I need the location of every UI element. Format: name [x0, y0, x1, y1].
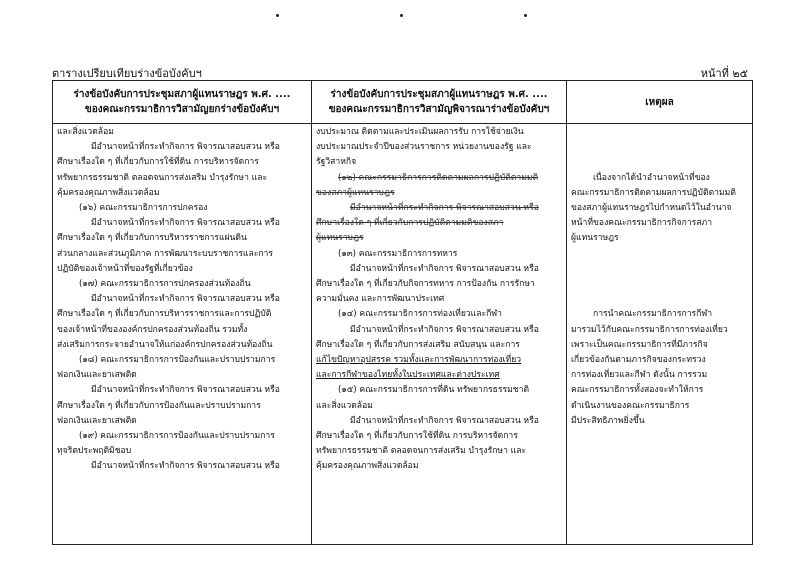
deleted-text-line: ศึกษาเรื่องใด ๆ ที่เกี่ยวกับการปฏิบัติตามมติของสภา [316, 218, 504, 229]
text-line: (๑๙) คณะกรรมาธิการการป้องกันและปราบปรามการ [79, 431, 275, 442]
reason-line: เนื่องจากได้นำอำนาจหน้าที่ของ [593, 172, 710, 183]
reason-line: การนำคณะกรรมาธิการการกีฬา [593, 309, 713, 320]
text-line: (๑๖) คณะกรรมาธิการการปกครอง [79, 203, 208, 214]
col1-cell [53, 124, 312, 545]
text-line: (๑๘) คณะกรรมาธิการการป้องกันและปราบปรามการ [79, 355, 276, 366]
reason-line: เพราะเป็นคณะกรรมาธิการที่มีภารกิจ [571, 339, 708, 350]
text-line: ฟอกเงินและยาเสพติด [57, 415, 137, 426]
text-line: ส่งเสริมการกระจายอำนาจให้แก่องค์กรปกครองส่วนท้องถิ่น [57, 339, 273, 350]
reason-line: การท่องเที่ยวและกีฬา ดังนั้น การรวม [571, 370, 708, 381]
document-title: ตารางเปรียบเทียบร่างข้อบังคับฯ [52, 67, 202, 80]
deleted-text-line: (๑๒) คณะกรรมาธิการการติดตามผลการปฏิบัติตามมติ [338, 172, 539, 183]
col3-cell [567, 124, 753, 545]
text-line: งบประมาณประจำปีของส่วนราชการ หน่วยงานของรัฐ และ [316, 142, 532, 153]
reason-line: ผู้แทนราษฎร [571, 233, 619, 244]
amended-text-line: (๑๔) คณะกรรมาธิการการท่องเที่ยวและกีฬา [338, 309, 503, 320]
deleted-text-line: มีอำนาจหน้าที่กระทำกิจการ พิจารณาสอบสวน หรือ [350, 203, 539, 214]
page-mark-dot [276, 14, 279, 17]
col2-header-line: ร่างข้อบังคับการประชุมสภาผู้แทนราษฎร พ.ศ. .... [330, 89, 548, 100]
reason-line: คณะกรรมาธิการติดตามผลการปฏิบัติตามมติ [571, 187, 736, 198]
text-line: ศึกษาเรื่องใด ๆ ที่เกี่ยวกับการบริหารราชการแผ่นดิน [57, 233, 247, 244]
reason-line: หน้าที่ของคณะกรรมาธิการกิจการสภา [571, 218, 713, 229]
page-number: หน้าที่ ๒๕ [700, 67, 748, 80]
text-line: ของเจ้าหน้าที่ขององค์กรปกครองส่วนท้องถิ่น รวมทั้ง [57, 324, 248, 335]
reason-line: มารวมไว้กับคณะกรรมาธิการการท่องเที่ยว [571, 324, 728, 335]
text-line: ทุจริตประพฤติมิชอบ [57, 446, 132, 457]
text-line: มีอำนาจหน้าที่กระทำกิจการ พิจารณาสอบสวน หรือ [350, 324, 539, 335]
text-line: ศึกษาเรื่องใด ๆ ที่เกี่ยวกับการใช้ที่ดิน การบริหารจัดการ [316, 431, 518, 442]
table-header-row [53, 81, 753, 124]
col3-header: เหตุผล [567, 81, 753, 124]
col2-header-line: ของคณะกรรมาธิการวิสามัญพิจารณาร่างข้อบังคับฯ [328, 104, 550, 115]
text-line: ฟอกเงินและยาเสพติด [57, 370, 137, 381]
page-mark-dot [524, 14, 527, 17]
table-row [53, 124, 753, 545]
text-line: มีอำนาจหน้าที่กระทำกิจการ พิจารณาสอบสวน หรือ [91, 142, 280, 153]
col1-header [53, 81, 312, 124]
reason-line: มีประสิทธิภาพยิ่งขึ้น [571, 415, 645, 426]
text-line: ส่วนกลางและส่วนภูมิภาค การพัฒนาระบบราชการและการ [57, 248, 274, 259]
text-line: ศึกษาเรื่องใด ๆ ที่เกี่ยวกับการใช้ที่ดิน การบริหารจัดการ [57, 157, 259, 168]
amended-text-line: แก้ไขปัญหาอุปสรรค รวมทั้งและการพัฒนาการท่องเที่ยว [316, 355, 522, 366]
text-line: ปฏิบัติของเจ้าหน้าที่ของรัฐที่เกี่ยวข้อง [57, 263, 193, 274]
text-line: (๑๕) คณะกรรมาธิการการที่ดิน ทรัพยากรธรรมชาติ [338, 385, 530, 396]
col1-header-line: ของคณะกรรมาธิการวิสามัญยกร่างข้อบังคับฯ [84, 104, 280, 115]
text-line: และสิ่งแวดล้อม [316, 400, 373, 411]
text-line: มีอำนาจหน้าที่กระทำกิจการ พิจารณาสอบสวน หรือ [350, 263, 539, 274]
text-line: งบประมาณ ติดตามและประเมินผลการรับ การใช้จ่ายเงิน [316, 127, 524, 137]
text-line: ศึกษาเรื่องใด ๆ ที่เกี่ยวกับการป้องกันและปราบปรามการ [57, 400, 261, 411]
text-line: มีอำนาจหน้าที่กระทำกิจการ พิจารณาสอบสวน หรือ [91, 294, 280, 305]
text-line: คุ้มครองคุณภาพสิ่งแวดล้อม [57, 187, 160, 198]
text-line: ทรัพยากรธรรมชาติ ตลอดจนการส่งเสริม บำรุงรักษา และ [57, 172, 268, 183]
col2-cell [312, 124, 567, 545]
text-line: และสิ่งแวดล้อม [57, 127, 114, 137]
page-mark-dot [400, 14, 403, 17]
text-line: ศึกษาเรื่องใด ๆ ที่เกี่ยวกับการบริหารราชการและการปฏิบัติ [57, 309, 272, 320]
text-line: (๑๗) คณะกรรมาธิการการปกครองส่วนท้องถิ่น [79, 279, 251, 290]
reason-line: ของสภาผู้แทนราษฎรไปกำหนดไว้ในอำนาจ [571, 202, 732, 213]
text-line: มีอำนาจหน้าที่กระทำกิจการ พิจารณาสอบสวน หรือ [91, 385, 280, 396]
text-line: ความมั่นคง และการพัฒนาประเทศ [316, 294, 445, 305]
reason-line: เกี่ยวข้องกันตามภารกิจของกระทรวง [571, 354, 706, 365]
text-line: มีอำนาจหน้าที่กระทำกิจการ พิจารณาสอบสวน หรือ [91, 461, 280, 472]
reason-line: คณะกรรมาธิการทั้งสองจะทำให้การ [571, 385, 704, 396]
text-line: มีอำนาจหน้าที่กระทำกิจการ พิจารณาสอบสวน หรือ [91, 218, 280, 229]
reason-line: ดำเนินงานของคณะกรรมาธิการ [571, 400, 690, 411]
col2-header [312, 81, 567, 124]
amended-text-line: และการกีฬาของไทยทั้งในประเทศและต่างประเทศ [316, 370, 500, 381]
text-line: มีอำนาจหน้าที่กระทำกิจการ พิจารณาสอบสวน หรือ [350, 415, 539, 426]
comparison-table [52, 80, 753, 545]
deleted-text-line: ของสภาผู้แทนราษฎร [316, 187, 395, 198]
text-line: ศึกษาเรื่องใด ๆ ที่เกี่ยวกับการส่งเสริม สนับสนุน และการ [316, 339, 520, 350]
text-line: คุ้มครองคุณภาพสิ่งแวดล้อม [316, 461, 419, 472]
text-line: ทรัพยากรธรรมชาติ ตลอดจนการส่งเสริม บำรุงรักษา และ [316, 446, 527, 457]
text-line: (๑๓) คณะกรรมาธิการการทหาร [338, 248, 458, 259]
col1-header-line: ร่างข้อบังคับการประชุมสภาผู้แทนราษฎร พ.ศ. .... [73, 89, 291, 100]
text-line: ศึกษาเรื่องใด ๆ ที่เกี่ยวกับกิจการทหาร การป้องกัน การรักษา [316, 279, 535, 290]
text-line: รัฐวิสาหกิจ [316, 157, 357, 168]
deleted-text-line: ผู้แทนราษฎร [316, 233, 364, 244]
